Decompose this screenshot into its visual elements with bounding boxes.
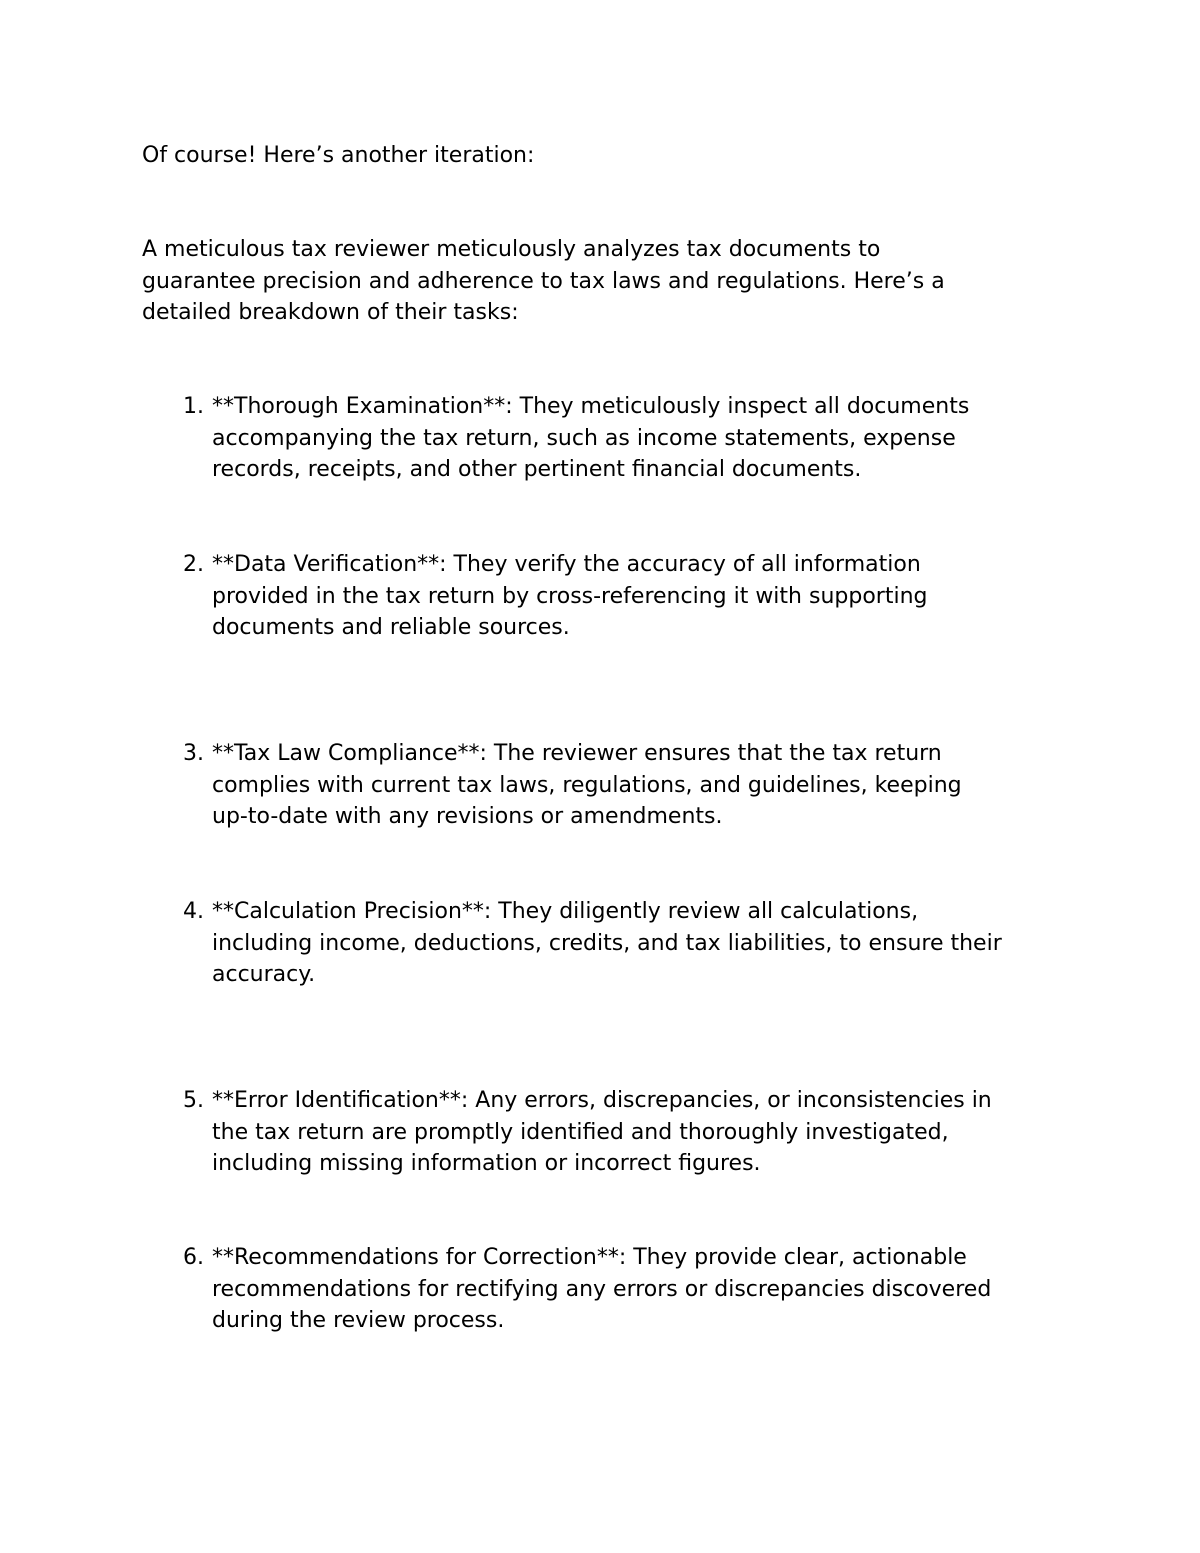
list-item-line: records, receipts, and other pertinent financial documents. — [212, 457, 862, 482]
list-item-line: recommendations for rectifying any errors or discrepancies discovered — [212, 1276, 992, 1302]
list-item-number: 4. — [183, 899, 204, 924]
list-item-text — [212, 1242, 1072, 1337]
list-item-number: 3. — [183, 741, 204, 766]
list-item-line: accuracy. — [212, 962, 316, 987]
list-item-text — [212, 1085, 1072, 1180]
list-item-line: during the review process. — [212, 1308, 505, 1333]
list-item-number: 6. — [183, 1245, 204, 1270]
intro-text: Of course! Here’s another iteration: — [142, 143, 535, 168]
list-item-line: **Error Identification**: Any errors, discrepancies, or inconsistencies in — [212, 1088, 992, 1113]
list-item-line: **Recommendations for Correction**: They provide clear, actionable — [212, 1245, 967, 1270]
list-item-line: **Data Verification**: They verify the accuracy of all information — [212, 552, 921, 577]
list-item-line: the tax return are promptly identified and thoroughly investigated, — [212, 1119, 949, 1145]
list-item-line: including income, deductions, credits, and tax liabilities, to ensure their — [212, 930, 1002, 956]
list-item-line: provided in the tax return by cross-referencing it with supporting — [212, 583, 928, 609]
list-item-number: 2. — [183, 552, 204, 577]
list-item-number: 5. — [183, 1088, 204, 1113]
list-item-line: up-to-date with any revisions or amendments. — [212, 804, 723, 829]
list-item-line: documents and reliable sources. — [212, 615, 570, 640]
list-item-line: accompanying the tax return, such as income statements, expense — [212, 425, 956, 451]
lead-line: A meticulous tax reviewer meticulously analyzes tax documents to — [142, 237, 881, 262]
list-item-line: including missing information or incorrect figures. — [212, 1151, 761, 1176]
lead-line: detailed breakdown of their tasks: — [142, 300, 519, 325]
list-item-line: **Thorough Examination**: They meticulously inspect all documents — [212, 394, 970, 419]
list-item-number: 1. — [183, 394, 204, 419]
list-item-line: **Calculation Precision**: They diligently review all calculations, — [212, 899, 919, 924]
list-item-text — [212, 391, 1072, 486]
list-item-text — [212, 549, 1072, 644]
lead-line: guarantee precision and adherence to tax laws and regulations. Here’s a — [142, 268, 945, 294]
list-item-text — [212, 896, 1072, 991]
list-item-line: **Tax Law Compliance**: The reviewer ensures that the tax return — [212, 741, 942, 766]
lead-paragraph — [142, 234, 1072, 329]
list-item-line: complies with current tax laws, regulations, and guidelines, keeping — [212, 772, 962, 798]
list-item-text — [212, 738, 1072, 833]
